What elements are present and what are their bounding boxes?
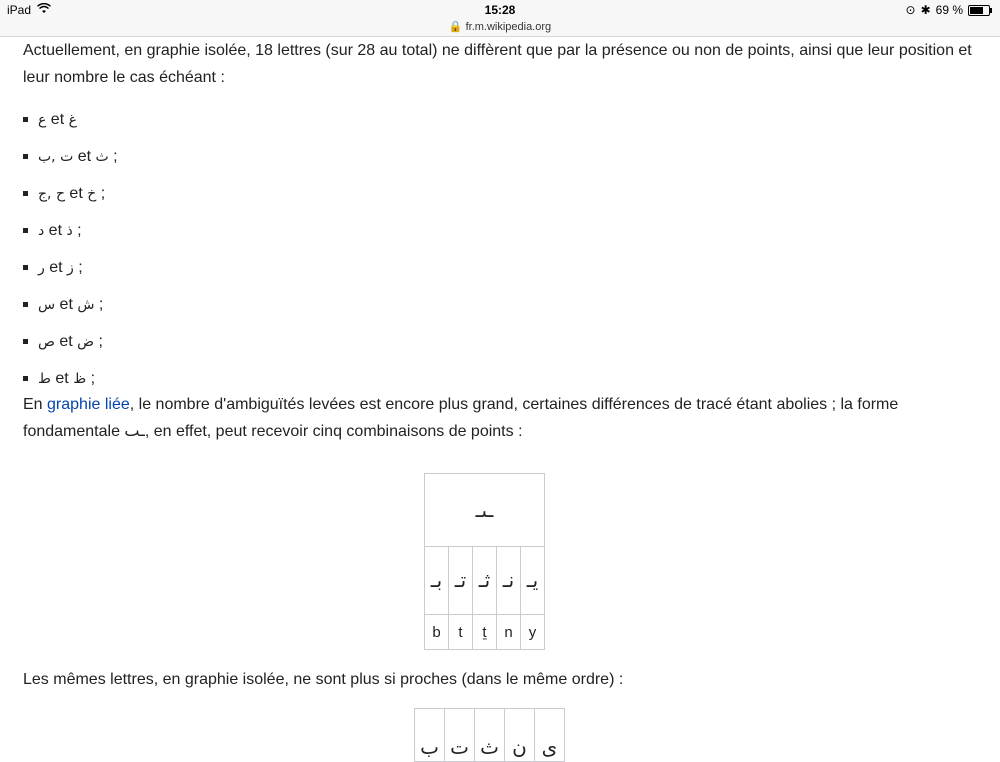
bullet-icon bbox=[23, 191, 28, 196]
paragraph-intro: Actuellement, en graphie isolée, 18 lettres (sur 28 au total) ne diffèrent que par la présence ou non de points, ainsi que leur position et leur nombre le cas échéant : bbox=[23, 42, 972, 86]
letter-cell: نـ bbox=[497, 547, 521, 615]
url-text: fr.m.wikipedia.org bbox=[465, 21, 552, 33]
paragraph-linked: En graphie liée, le nombre d'ambiguïtés levées est encore plus grand, certaines différences de tracé étant abolies ; la forme fondamentale ـٮ, en effet, peut recevoir cinq combinaisons de points : bbox=[23, 396, 899, 440]
letter-cell: يـ bbox=[521, 547, 545, 615]
letter-cell: ن bbox=[505, 709, 535, 762]
device-label: iPad bbox=[7, 3, 32, 17]
letter-cell: ى bbox=[535, 709, 565, 762]
bullet-icon bbox=[23, 302, 28, 307]
list-item: ح ,ج et خ ; bbox=[23, 175, 983, 212]
list-item: ط et ظ ; bbox=[23, 360, 983, 397]
list-item: س et ش ; bbox=[23, 286, 983, 323]
status-bar bbox=[0, 0, 1000, 37]
base-form-cell: ـٮـ bbox=[425, 474, 545, 547]
battery-percent: 69 % bbox=[935, 3, 963, 17]
latin-cell: b bbox=[425, 615, 449, 650]
bullet-icon bbox=[23, 265, 28, 270]
bullet-icon bbox=[23, 117, 28, 122]
bullet-icon bbox=[23, 228, 28, 233]
bullet-icon bbox=[23, 376, 28, 381]
paragraph-isolated: Les mêmes lettres, en graphie isolée, ne sont plus si proches (dans le même ordre) : bbox=[23, 671, 624, 688]
bullet-icon bbox=[23, 339, 28, 344]
address-bar[interactable] bbox=[0, 20, 1000, 33]
letter-cell: بـ bbox=[425, 547, 449, 615]
linked-letters-table bbox=[424, 473, 545, 650]
link-graphie-liee[interactable]: graphie liée bbox=[47, 396, 130, 413]
status-right bbox=[906, 3, 990, 17]
letter-cell: ثـ bbox=[473, 547, 497, 615]
list-item: ع et غ bbox=[23, 101, 983, 138]
bullet-icon bbox=[23, 154, 28, 159]
letter-cell: تـ bbox=[449, 547, 473, 615]
letter-cell: ت bbox=[445, 709, 475, 762]
battery-icon bbox=[968, 5, 990, 16]
list-item: ر et ز ; bbox=[23, 249, 983, 286]
latin-cell: t bbox=[449, 615, 473, 650]
latin-cell: ṯ bbox=[473, 615, 497, 650]
latin-cell: n bbox=[497, 615, 521, 650]
letter-cell: ب bbox=[415, 709, 445, 762]
letter-list bbox=[23, 101, 983, 397]
isolated-letters-table bbox=[414, 708, 565, 762]
lock-icon: 🔒 bbox=[448, 21, 463, 33]
bluetooth-icon: ✱ bbox=[920, 3, 931, 17]
list-item: د et ذ ; bbox=[23, 212, 983, 249]
clock: 15:28 bbox=[484, 3, 516, 17]
list-item: ت ,ب et ث ; bbox=[23, 138, 983, 175]
orientation-lock-icon: ⊙ bbox=[905, 3, 916, 17]
latin-cell: y bbox=[521, 615, 545, 650]
list-item: ص et ض ; bbox=[23, 323, 983, 360]
article-body bbox=[23, 37, 983, 445]
letter-cell: ث bbox=[475, 709, 505, 762]
